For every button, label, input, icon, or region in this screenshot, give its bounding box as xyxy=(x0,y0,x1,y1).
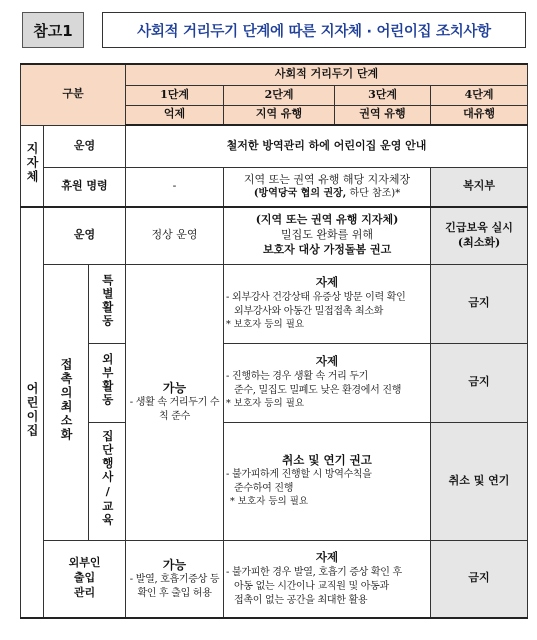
daycare-operation-stage23 xyxy=(224,207,431,264)
daycare-operation-line3: 보호자 대상 가정돌봄 권고 xyxy=(262,243,392,257)
daycare-operation-line2: 밀집도 완화를 위해 xyxy=(281,228,374,242)
local-gov-operation-label: 운영 xyxy=(44,125,126,167)
outsider-stage4: 금지 xyxy=(431,540,528,618)
group-event-stage4: 취소 및 연기 xyxy=(431,422,528,540)
stage-3-desc: 권역 유행 xyxy=(335,105,431,125)
stage-1-desc: 억제 xyxy=(126,105,224,125)
outdoor-activity-stage23: 자제 - 진행하는 경우 생활 속 거리 두기 준수, 밀집도 밀폐도 낮은 환경에서 진행 * 보호자 등의 필요 xyxy=(224,343,431,422)
group-event-stage23: 취소 및 연기 권고 - 불가피하게 진행할 시 방역수칙을 준수하여 진행 * 보호자 등의 필요 xyxy=(224,422,431,540)
group-event-label: 집단행사/교육 xyxy=(89,422,126,540)
stage-3-name: 3단계 xyxy=(335,85,431,105)
daycare-operation-stage1: 정상 운영 xyxy=(126,207,224,264)
closure-order-line1: 지역 또는 권역 유행 해당 지자체장 xyxy=(243,172,411,186)
stage-1-name: 1단계 xyxy=(126,85,224,105)
outdoor-activity-label: 외부활동 xyxy=(89,343,126,422)
contact-min-label: 접촉의최소화 xyxy=(44,264,89,540)
special-activity-label: 특별활동 xyxy=(89,264,126,343)
daycare-operation-line1: (지역 또는 권역 유행 지자체) xyxy=(255,213,399,227)
special-activity-stage23: 자제 - 외부강사 건강상태 유증상 방문 이력 확인 외부강사와 아동간 밀접접촉 최소화 * 보호자 등의 필요 xyxy=(224,264,431,343)
stage-4-desc: 대유행 xyxy=(431,105,528,125)
local-gov-label: 지자체 xyxy=(21,125,44,207)
stage-2-name: 2단계 xyxy=(224,85,335,105)
special-activity-stage4: 금지 xyxy=(431,264,528,343)
daycare-label: 어린이집 xyxy=(21,207,44,618)
closure-order-stage23 xyxy=(224,167,431,207)
stage-2-desc: 지역 유행 xyxy=(224,105,335,125)
daycare-operation-stage4: 긴급보육 실시 (최소화) xyxy=(431,207,528,264)
category-header: 구분 xyxy=(21,64,126,125)
contact-min-stage1: 가능 - 생활 속 거리두기 수칙 준수 xyxy=(126,264,224,540)
outdoor-activity-stage4: 금지 xyxy=(431,343,528,422)
outsider-label: 외부인 출입 관리 xyxy=(44,540,126,618)
closure-order-label: 휴원 명령 xyxy=(44,167,126,207)
outsider-stage23: 자제 - 불가피한 경우 발열, 호흡기 증상 확인 후 아동 없는 시간이나 교직원 및 아동과 접촉이 없는 공간을 최대한 활용 xyxy=(224,540,431,618)
distancing-stage-header: 사회적 거리두기 단계 xyxy=(126,64,528,85)
closure-order-line2-bold: (방역당국 협의 권장, xyxy=(253,188,347,200)
closure-order-stage4: 복지부 xyxy=(431,167,528,207)
daycare-operation-label: 운영 xyxy=(44,207,126,264)
outsider-stage1: 가능 - 발열, 호흡기증상 등 확인 후 출입 허용 xyxy=(126,540,224,618)
reference-tag: 참고1 xyxy=(22,12,84,48)
closure-order-line2-rest: 하단 참조)* xyxy=(346,188,401,200)
measures-table xyxy=(20,63,528,619)
closure-order-stage1: - xyxy=(126,167,224,207)
local-gov-operation-text: 철저한 방역관리 하에 어린이집 운영 안내 xyxy=(126,125,528,167)
header xyxy=(0,0,537,62)
document-title: 사회적 거리두기 단계에 따른 지자체 · 어린이집 조치사항 xyxy=(102,12,526,48)
stage-4-name: 4단계 xyxy=(431,85,528,105)
